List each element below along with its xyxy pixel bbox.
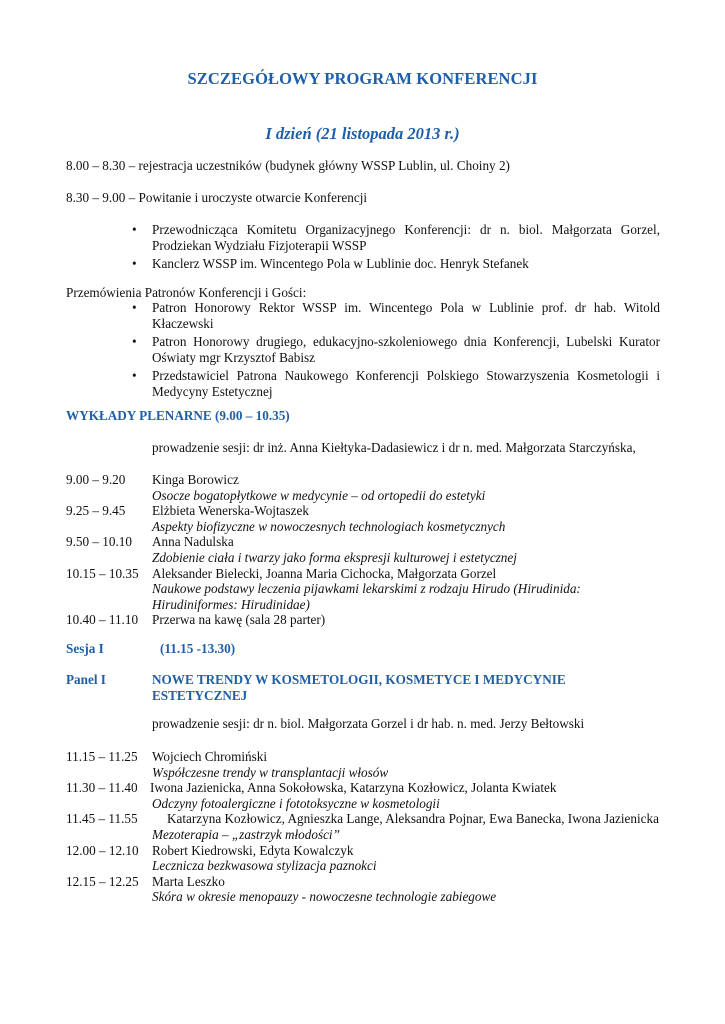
panel-schedule <box>66 749 666 905</box>
bullet-icon: • <box>132 300 137 315</box>
patrons-bullet-list <box>66 300 660 402</box>
panel-label: Panel I <box>66 672 106 687</box>
table-row: 11.15 – 11.25 Wojciech Chromiński <box>66 749 268 764</box>
bullet-icon: • <box>132 368 137 383</box>
table-row: 9.25 – 9.45 Elżbieta Wenerska-Wojtaszek <box>66 503 309 519</box>
bullet-icon: • <box>132 222 137 237</box>
table-row: Lecznicza bezkwasowa stylizacja paznokci <box>152 858 377 874</box>
table-row: Zdobienie ciała i twarzy jako forma ekspresji kulturowej i estetycznej <box>152 549 517 565</box>
table-row: 11.30 – 11.40 Iwona Jazienicka, Anna Sokołowska, Katarzyna Kozłowicz, Jolanta Kwiatek <box>66 780 557 796</box>
table-row: 9.00 – 9.20 Kinga Borowicz <box>66 472 239 487</box>
table-row: Odczyny fotoalergiczne i fototoksyczne w kosmetologii <box>152 795 440 811</box>
table-row: 9.50 – 10.10 Anna Nadulska <box>66 534 234 550</box>
table-row: Naukowe podstawy leczenia pijawkami lekarskimi z rodzaju Hirudo (Hirudinida: Hirudiniformes: Hirudinidae) <box>152 581 581 612</box>
table-row: 12.00 – 12.10 Robert Kiedrowski, Edyta Kowalczyk <box>66 842 354 858</box>
table-row: Osocze bogatopłytkowe w medycynie – od ortopedii do estetyki <box>152 487 486 503</box>
opening-line: 8.30 – 9.00 – Powitanie i uroczyste otwarcie Konferencji <box>66 190 368 205</box>
document-title: SZCZEGÓŁOWY PROGRAM KONFERENCJI <box>187 69 538 88</box>
panel-chair: prowadzenie sesji: dr n. biol. Małgorzata Gorzel i dr hab. n. med. Jerzy Bełtowski <box>152 716 585 731</box>
panel-title: NOWE TRENDY W KOSMETOLOGII, KOSMETYCE I MEDYCYNIE ESTETYCZNEJ <box>152 672 566 703</box>
registration-line: 8.00 – 8.30 – rejestracja uczestników (budynek główny WSSP Lublin, ul. Choiny 2) <box>66 158 510 173</box>
list-item: • Patron Honorowy drugiego, edukacyjno-szkoleniowego dnia Konferencji, Lubelski Kurator Oświaty mgr Krzysztof Babisz <box>132 334 660 365</box>
list-item: • Przewodnicząca Komitetu Organizacyjnego Konferencji: dr n. biol. Małgorzata Gorzel, Prodziekan Wydziału Fizjoterapii WSSP <box>132 222 660 253</box>
table-row: 10.40 – 11.10 Przerwa na kawę (sala 28 parter) <box>66 612 326 628</box>
table-row: 11.45 – 11.55 Katarzyna Kozłowicz, Agnieszka Lange, Aleksandra Pojnar, Ewa Banecka, Iwona Jazienicka <box>66 811 659 827</box>
table-row: Aspekty biofizyczne w nowoczesnych technologiach kosmetycznych <box>152 518 506 534</box>
opening-bullet-list <box>66 222 660 274</box>
table-row: 12.15 – 12.25 Marta Leszko <box>66 873 225 889</box>
table-row: Współczesne trendy w transplantacji włosów <box>152 764 389 780</box>
plenary-heading: WYKŁADY PLENARNE (9.00 – 10.35) <box>66 408 290 423</box>
bullet-icon: • <box>132 334 137 349</box>
plenary-schedule <box>66 472 666 628</box>
patrons-heading: Przemówienia Patronów Konferencji i Gości: <box>66 285 307 300</box>
list-item: • Patron Honorowy Rektor WSSP im. Wincentego Pola w Lublinie prof. dr hab. Witold Kłaczewski <box>132 300 660 331</box>
table-row: 10.15 – 10.35 Aleksander Bielecki, Joanna Maria Cichocka, Małgorzata Gorzel <box>66 565 497 581</box>
plenary-chair: prowadzenie sesji: dr inż. Anna Kiełtyka-Dadasiewicz i dr n. med. Małgorzata Starczyńska, <box>152 440 636 455</box>
day-heading: I dzień (21 listopada 2013 r.) <box>265 124 460 143</box>
table-row: Skóra w okresie menopauzy - nowoczesne technologie zabiegowe <box>152 889 497 905</box>
list-item: • Kanclerz WSSP im. Wincentego Pola w Lublinie doc. Henryk Stefanek <box>132 256 529 271</box>
list-item: • Przedstawiciel Patrona Naukowego Konferencji Polskiego Stowarzyszenia Kosmetologii i Medycyny Estetycznej <box>132 368 660 399</box>
bullet-icon: • <box>132 256 137 271</box>
session-label: Sesja I <box>66 641 104 656</box>
session-time: (11.15 -13.30) <box>160 641 236 656</box>
table-row: Mezoterapia – „zastrzyk młodości” <box>152 826 340 842</box>
